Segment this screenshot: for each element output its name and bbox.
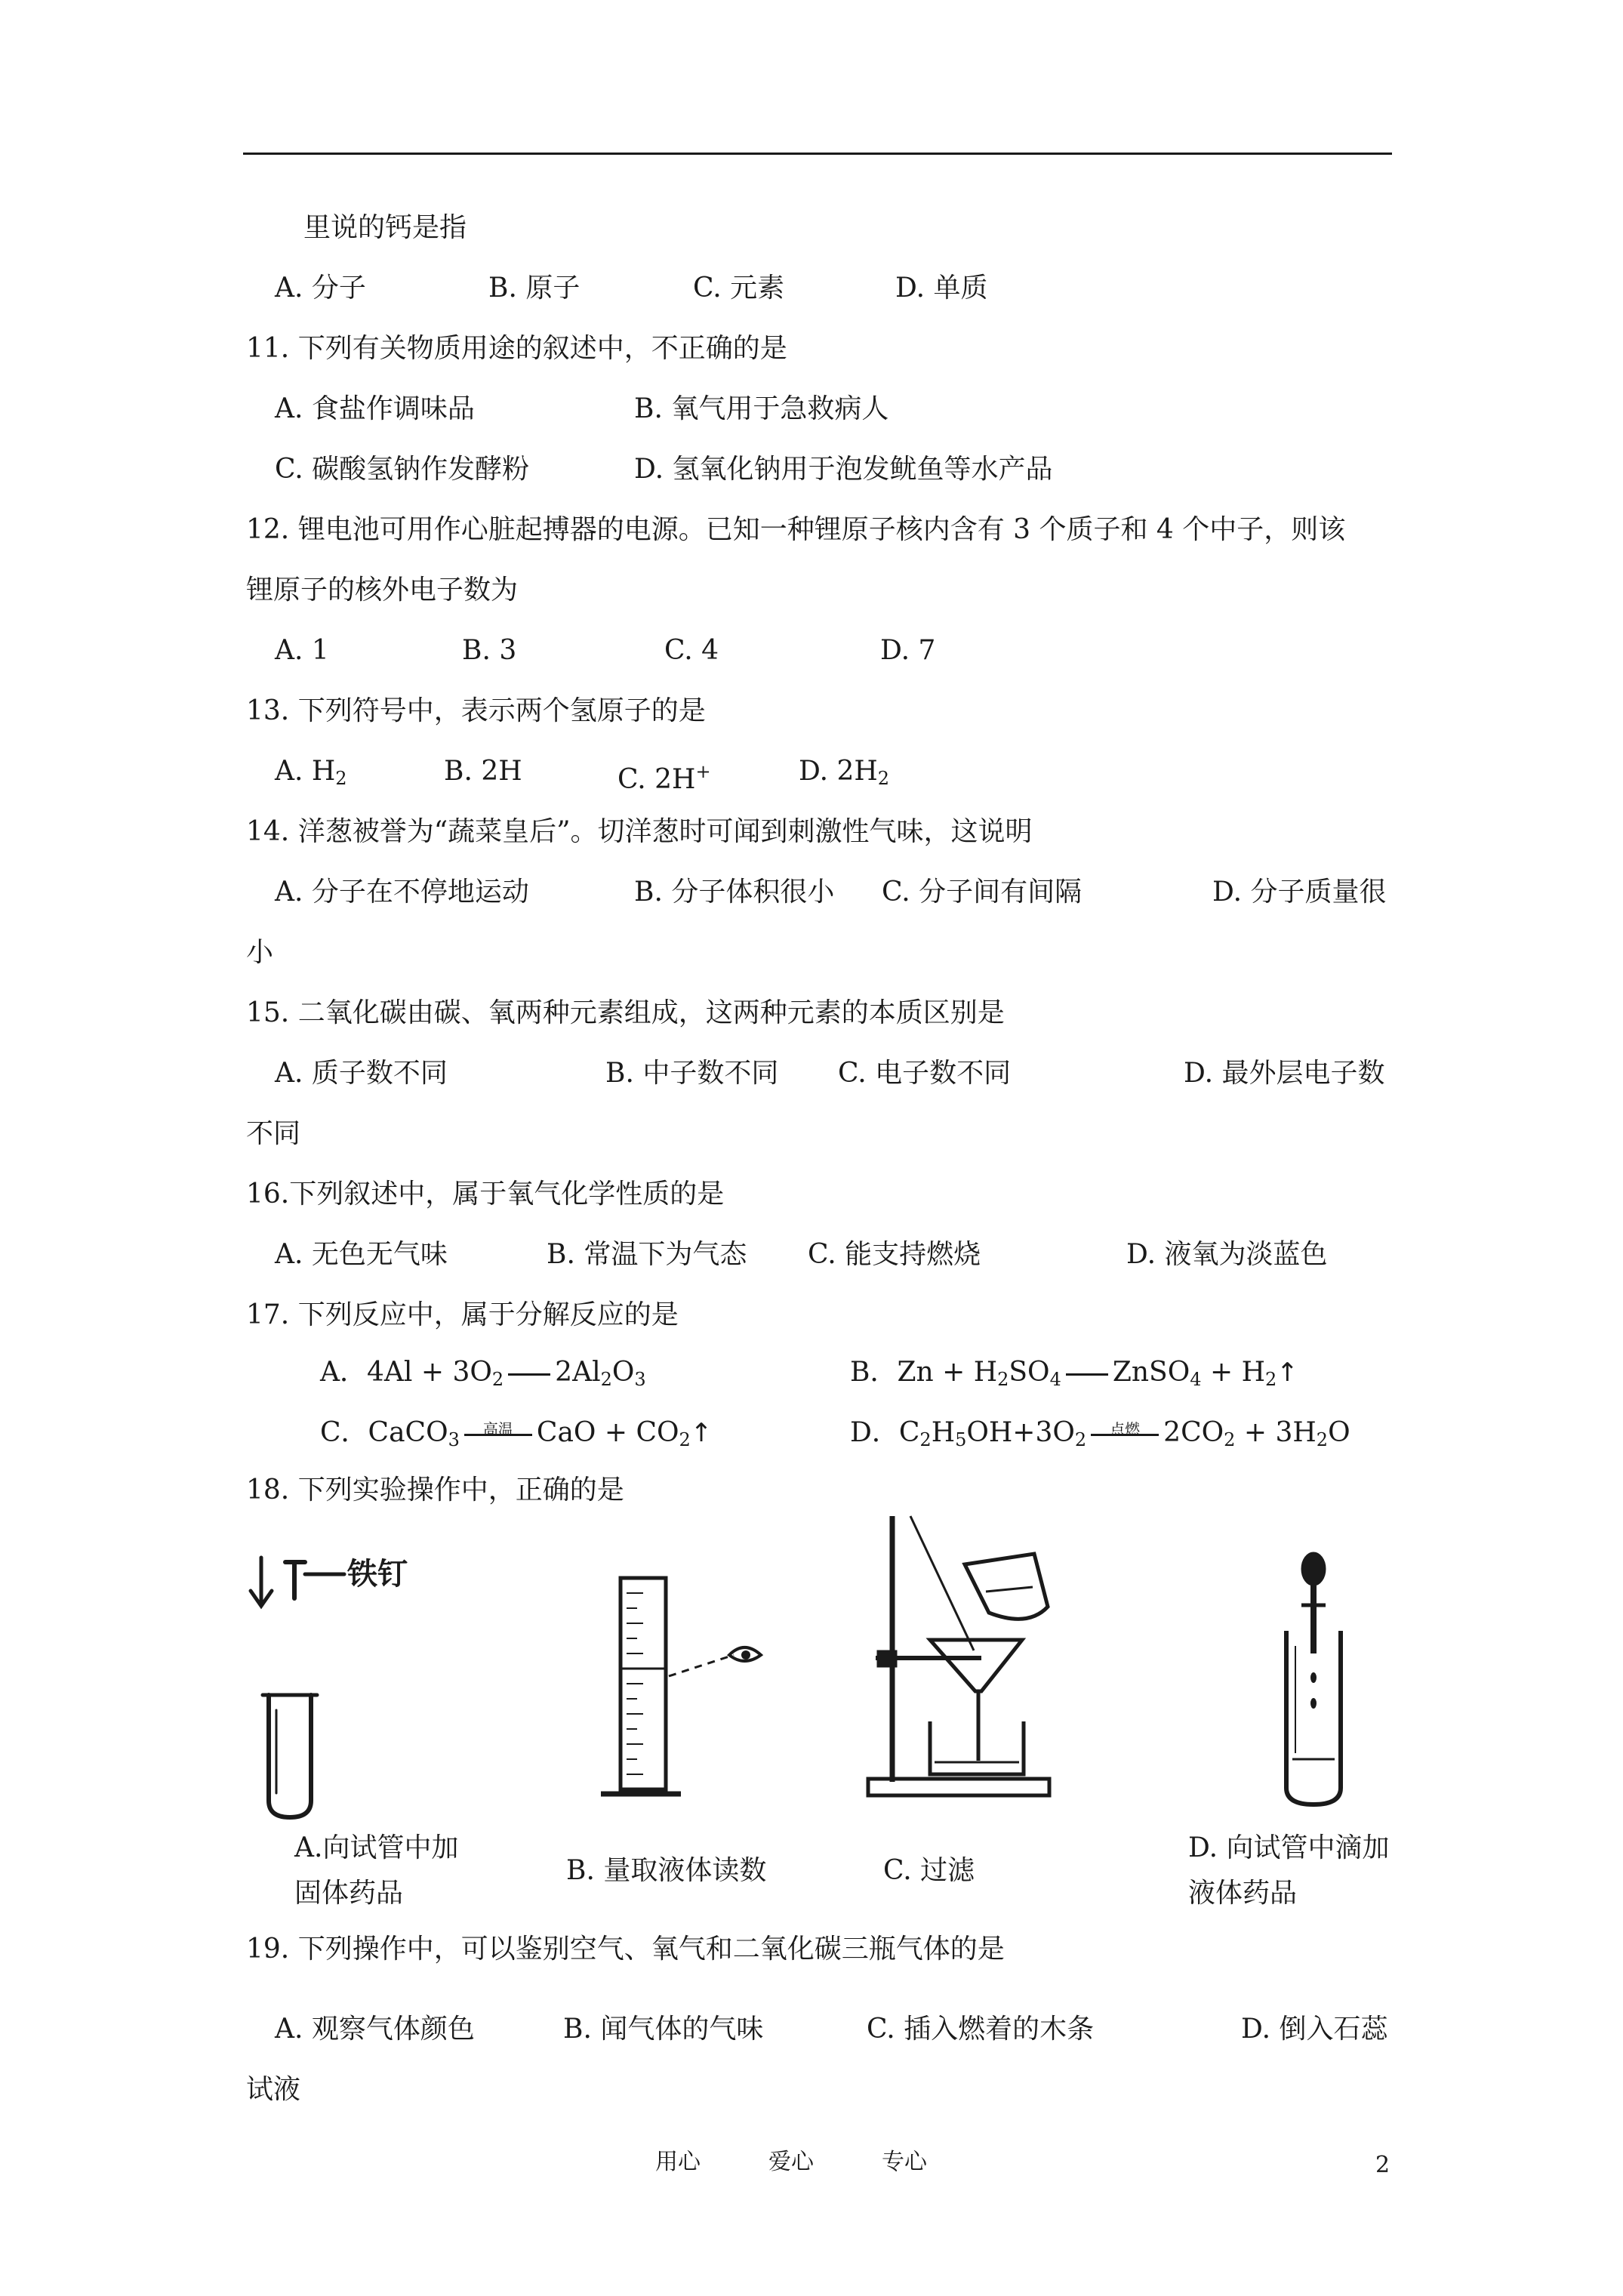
- q13-option-a: A. H2: [275, 756, 347, 789]
- q14-option-c: C. 分子间有间隔: [882, 877, 1083, 908]
- q14-option-d-wrap: 小: [246, 937, 274, 968]
- figure-c-filtration: [861, 1510, 1110, 1804]
- graduated-cylinder-icon: [596, 1570, 778, 1812]
- q19-option-c: C. 插入燃着的木条: [867, 2014, 1095, 2045]
- q15-option-d-wrap: 不同: [246, 1118, 301, 1149]
- q17-option-d: D．C2H5OH+3O2 点燃 2CO2 + 3H2O: [850, 1415, 1350, 1458]
- q14-option-d: D. 分子质量很: [1212, 877, 1387, 908]
- q15-option-a: A. 质子数不同: [275, 1058, 448, 1089]
- q11-option-a: A. 食盐作调味品: [275, 393, 475, 424]
- q10-option-d: D. 单质: [895, 273, 988, 304]
- q17-stem: 17. 下列反应中，属于分解反应的是: [246, 1299, 679, 1330]
- q10-continuation: 里说的钙是指: [303, 212, 467, 243]
- q10-option-a: A. 分子: [275, 273, 366, 304]
- figure-d-dropper: [1253, 1548, 1374, 1812]
- q12-stem-line2: 锂原子的核外电子数为: [246, 575, 519, 606]
- figure-a-caption-line2: 固体药品: [294, 1878, 404, 1909]
- q16-option-a: A. 无色无气味: [275, 1239, 448, 1270]
- q19-stem: 19. 下列操作中，可以鉴别空气、氧气和二氧化碳三瓶气体的是: [246, 1934, 1005, 1965]
- q10-option-b: B. 原子: [488, 273, 581, 304]
- q16-option-c: C. 能支持燃烧: [808, 1239, 981, 1270]
- q15-option-d: D. 最外层电子数: [1184, 1058, 1385, 1089]
- q11-option-d: D. 氢氧化钠用于泡发鱿鱼等水产品: [634, 454, 1053, 485]
- q17-option-b: B．Zn + H2SO4 ZnSO4 + H2↑: [850, 1357, 1298, 1390]
- q12-option-c: C. 4: [664, 635, 719, 666]
- header-rule: [243, 153, 1392, 155]
- q13-option-c: C. 2H+: [617, 761, 711, 795]
- q13-option-b: B. 2H: [444, 756, 522, 787]
- q15-stem: 15. 二氧化碳由碳、氧两种元素组成，这两种元素的本质区别是: [246, 997, 1005, 1028]
- q19-option-d: D. 倒入石蕊: [1241, 2014, 1388, 2045]
- q12-option-d: D. 7: [880, 635, 936, 666]
- q19-option-b: B. 闻气体的气味: [563, 2014, 764, 2045]
- q17-option-c: C．CaCO3 高温 CaO + CO2↑: [320, 1415, 712, 1458]
- filtration-apparatus-icon: [861, 1510, 1110, 1804]
- footer-word-3: 专心: [882, 2149, 927, 2175]
- figure-d-caption-line2: 液体药品: [1188, 1878, 1298, 1909]
- nail-label: 铁钉: [347, 1557, 408, 1592]
- figure-c-caption: C. 过滤: [883, 1855, 975, 1886]
- q12-option-a: A. 1: [275, 635, 329, 666]
- q12-stem-line1: 12. 锂电池可用作心脏起搏器的电源。已知一种锂原子核内含有 3 个质子和 4 个中子，则该: [246, 514, 1346, 545]
- q15-option-c: C. 电子数不同: [838, 1058, 1012, 1089]
- q13-stem: 13. 下列符号中，表示两个氢原子的是: [246, 695, 706, 726]
- q16-option-b: B. 常温下为气态: [547, 1239, 747, 1270]
- nail-test-tube-icon: [242, 1552, 468, 1823]
- dropper-test-tube-icon: [1253, 1548, 1374, 1812]
- ignition-condition: 点燃: [1110, 1419, 1141, 1438]
- figure-b-caption: B. 量取液体读数: [566, 1855, 767, 1886]
- q19-option-a: A. 观察气体颜色: [275, 2014, 475, 2045]
- q11-option-b: B. 氧气用于急救病人: [634, 393, 889, 424]
- q10-option-c: C. 元素: [693, 273, 785, 304]
- q16-stem: 16.下列叙述中，属于氧气化学性质的是: [246, 1179, 725, 1210]
- q15-option-b: B. 中子数不同: [605, 1058, 779, 1089]
- q14-option-b: B. 分子体积很小: [634, 877, 835, 908]
- q19-option-d-wrap: 试液: [246, 2074, 301, 2105]
- q13-option-d: D. 2H2: [799, 756, 890, 789]
- figure-d-caption-line1: D. 向试管中滴加: [1188, 1832, 1390, 1863]
- q17-option-a: A．4Al + 3O2 2Al2O3: [320, 1357, 646, 1390]
- q11-option-c: C. 碳酸氢钠作发酵粉: [275, 454, 530, 485]
- q16-option-d: D. 液氧为淡蓝色: [1126, 1239, 1328, 1270]
- q11-stem: 11. 下列有关物质用途的叙述中，不正确的是: [246, 333, 787, 364]
- footer-word-2: 爱心: [768, 2149, 814, 2175]
- figure-a-add-solid: [242, 1552, 468, 1823]
- high-temperature-condition: 高温: [482, 1419, 513, 1438]
- footer-word-1: 用心: [655, 2149, 701, 2175]
- figure-a-caption-line1: A.向试管中加: [294, 1832, 459, 1863]
- figure-b-read-cylinder: [596, 1570, 778, 1812]
- q14-stem: 14. 洋葱被誉为“蔬菜皇后”。切洋葱时可闻到刺激性气味，这说明: [246, 816, 1033, 847]
- q12-option-b: B. 3: [462, 635, 517, 666]
- q18-stem: 18. 下列实验操作中，正确的是: [246, 1475, 624, 1505]
- page-number: 2: [1375, 2152, 1390, 2178]
- q14-option-a: A. 分子在不停地运动: [275, 877, 529, 908]
